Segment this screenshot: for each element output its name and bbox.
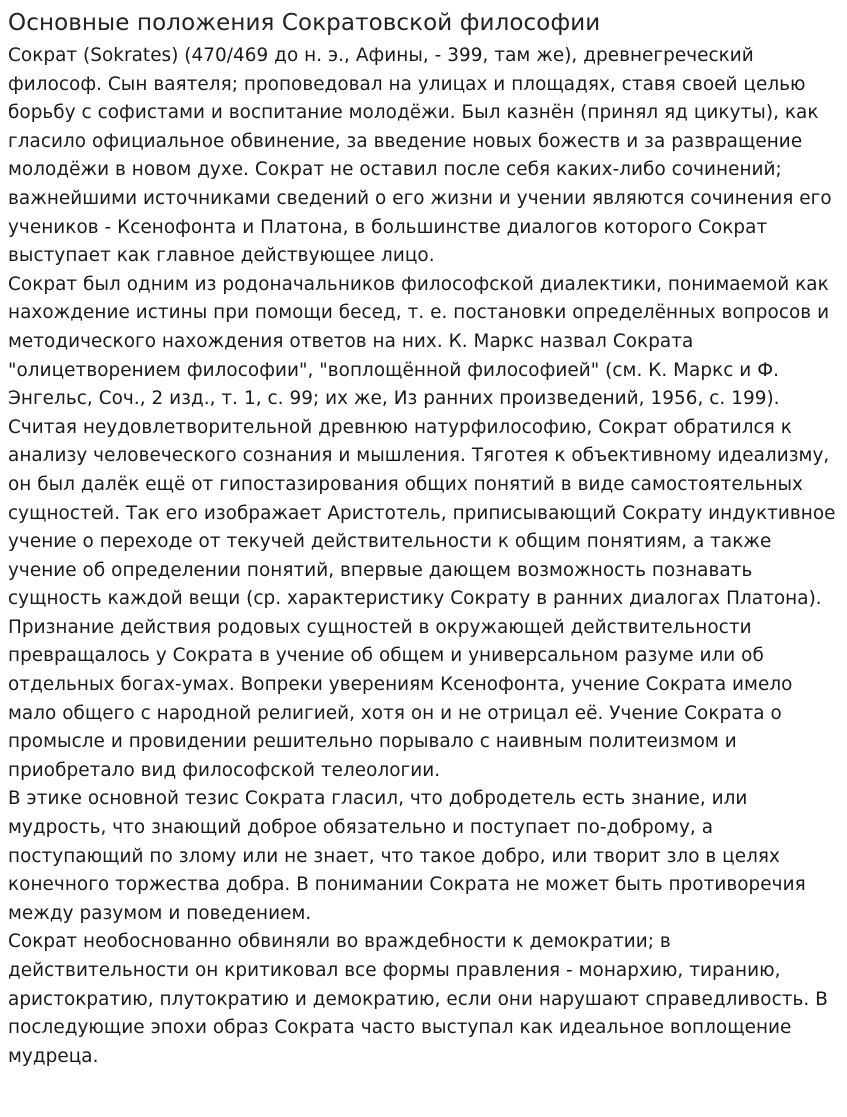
- paragraph-dialectics: Сократ был одним из родоначальников философской диалектики, понимаемой как нахождение истины при помощи бесед, т. е. постановки определённых вопросов и методического нахождения ответов на них. К. Маркс назвал Сократа "олицетворением философии", "воплощённой философией" (см. К. Маркс и Ф. Энгельс, Соч., 2 изд., т. 1, с. 99; их же, Из ранних произведений, 1956, с. 199). Считая неудовлетворительной древнюю натурфилософию, Сократ обратился к анализу человеческого сознания и мышления. Тяготея к объективному идеализму, он был далёк ещё от гипостазирования общих понятий в виде самостоятельных сущностей. Так его изображает Аристотель, приписывающий Сократу индуктивное учение о переходе от текучей действительности к общим понятиям, а также учение об определении понятий, впервые дающем возможность познавать сущность каждой вещи (ср. характеристику Сократу в ранних диалогах Платона). Признание действия родовых сущностей в окружающей действительности превращалось у Сократа в учение об общем и универсальном разуме или об отдельных богах-умах. Вопреки уверениям Ксенофонта, учение Сократа имело мало общего с народной религией, хотя он и не отрицал её. Учение Сократа о промысле и провидении решительно порывало с наивным политеизмом и приобретало вид философской телеологии.: [8, 273, 836, 781]
- paragraph-politics: Сократ необоснованно обвиняли во враждебности к демократии; в действительности он критиковал все формы правления - монархию, тиранию, аристократию, плутократию и демократию, если они нарушают справедливость. В последующие эпохи образ Сократа часто выступал как идеальное воплощение мудреца.: [8, 931, 828, 1067]
- paragraph-ethics: В этике основной тезис Сократа гласил, что добродетель есть знание, или мудрость, что знающий доброе обязательно и поступает по-доброму, а поступающий по злому или не знает, что такое добро, или творит зло в целях конечного торжества добра. В понимании Сократа не может быть противоречия между разумом и поведением.: [8, 788, 806, 924]
- paragraph-biography: Сократ (Sokrates) (470/469 до н. э., Афины, - 399, там же), древнегреческий философ. Сын ваятеля; проповедовал на улицах и площадях, ставя своей целью борьбу с софистами и воспитание молодёжи. Был казнён (принял яд цикуты), как гласило официальное обвинение, за введение новых божеств и за развращение молодёжи в новом духе. Сократ не оставил после себя каких-либо сочинений; важнейшими источниками сведений о его жизни и учении являются сочинения его учеников - Ксенофонта и Платона, в большинстве диалогов которого Сократ выступает как главное действующее лицо.: [8, 45, 832, 267]
- page-title: Основные положения Сократовской философии: [8, 10, 601, 36]
